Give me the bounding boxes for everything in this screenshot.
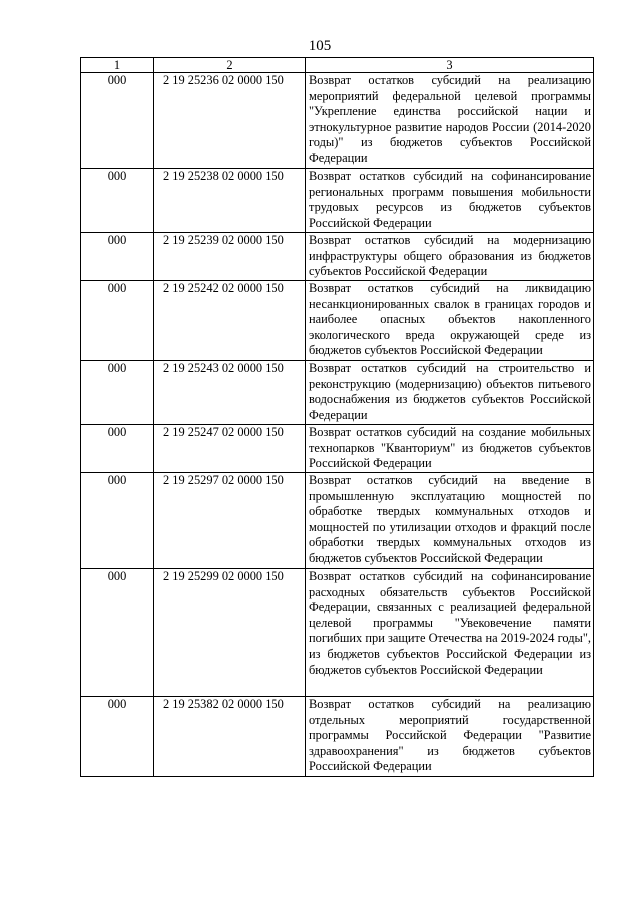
- table-header: [81, 58, 594, 73]
- admin-code-cell: 000: [81, 569, 154, 697]
- admin-code-cell: 000: [81, 233, 154, 281]
- budget-code-cell: 2 19 25236 02 0000 150: [154, 73, 306, 169]
- budget-code-cell: 2 19 25238 02 0000 150: [154, 169, 306, 233]
- description-cell: Возврат остатков субсидий на строительство и реконструкцию (модернизацию) объектов питьевого водоснабжения из бюджетов субъектов Российской Федерации: [306, 361, 594, 425]
- table-row: [81, 473, 594, 569]
- budget-code-cell: 2 19 25382 02 0000 150: [154, 697, 306, 777]
- table-row: [81, 169, 594, 233]
- page-number: 105: [308, 38, 332, 54]
- admin-code-cell: 000: [81, 73, 154, 169]
- budget-code-cell: 2 19 25247 02 0000 150: [154, 425, 306, 473]
- column-header-1: 1: [81, 58, 154, 73]
- table-row: [81, 281, 594, 361]
- description-cell: Возврат остатков субсидий на ликвидацию несанкционированных свалок в границах городов и наиболее опасных объектов накопленного экологического вреда окружающей среде из бюджетов субъектов Российской Федерации: [306, 281, 594, 361]
- description-cell: Возврат остатков субсидий на введение в промышленную эксплуатацию мощностей по обработке твердых коммунальных отходов и мощностей по утилизации отходов и фракций после обработки твердых коммунальных отходов из бюджетов субъектов Российской Федерации: [306, 473, 594, 569]
- admin-code-cell: 000: [81, 169, 154, 233]
- admin-code-cell: 000: [81, 361, 154, 425]
- description-cell: Возврат остатков субсидий на модернизацию инфраструктуры общего образования из бюджетов субъектов Российской Федерации: [306, 233, 594, 281]
- description-cell: Возврат остатков субсидий на реализацию отдельных мероприятий государственной программы Российской Федерации "Развитие здравоохранения" из бюджетов субъектов Российской Федерации: [306, 697, 594, 777]
- description-cell: Возврат остатков субсидий на создание мобильных технопарков "Кванториум" из бюджетов субъектов Российской Федерации: [306, 425, 594, 473]
- table-row: [81, 697, 594, 777]
- table-row: [81, 361, 594, 425]
- admin-code-cell: 000: [81, 697, 154, 777]
- admin-code-cell: 000: [81, 281, 154, 361]
- description-cell: Возврат остатков субсидий на реализацию мероприятий федеральной целевой программы "Укрепление единства российской нации и этнокультурное развитие народов России (2014-2020 годы)" из бюджетов субъектов Российской Федерации: [306, 73, 594, 169]
- budget-code-cell: 2 19 25299 02 0000 150: [154, 569, 306, 697]
- column-header-3: 3: [306, 58, 594, 73]
- admin-code-cell: 000: [81, 473, 154, 569]
- table-row: [81, 73, 594, 169]
- budget-code-cell: 2 19 25239 02 0000 150: [154, 233, 306, 281]
- admin-code-cell: 000: [81, 425, 154, 473]
- description-cell: Возврат остатков субсидий на софинансирование региональных программ повышения мобильности трудовых ресурсов из бюджетов субъектов Российской Федерации: [306, 169, 594, 233]
- budget-code-cell: 2 19 25242 02 0000 150: [154, 281, 306, 361]
- table-body: [81, 73, 594, 777]
- budget-code-cell: 2 19 25297 02 0000 150: [154, 473, 306, 569]
- table-row: [81, 233, 594, 281]
- table-row: [81, 569, 594, 697]
- column-header-2: 2: [154, 58, 306, 73]
- budget-code-table: [80, 57, 594, 777]
- table-row: [81, 425, 594, 473]
- description-cell: Возврат остатков субсидий на софинансирование расходных обязательств субъектов Российской Федерации, связанных с реализацией федеральной целевой программы "Увековечение памяти погибших при защите Отечества на 2019-2024 годы", из бюджетов субъектов Российской Федерации из бюджетов субъектов Российской Федерации: [306, 569, 594, 697]
- budget-code-cell: 2 19 25243 02 0000 150: [154, 361, 306, 425]
- header-row: [81, 58, 594, 73]
